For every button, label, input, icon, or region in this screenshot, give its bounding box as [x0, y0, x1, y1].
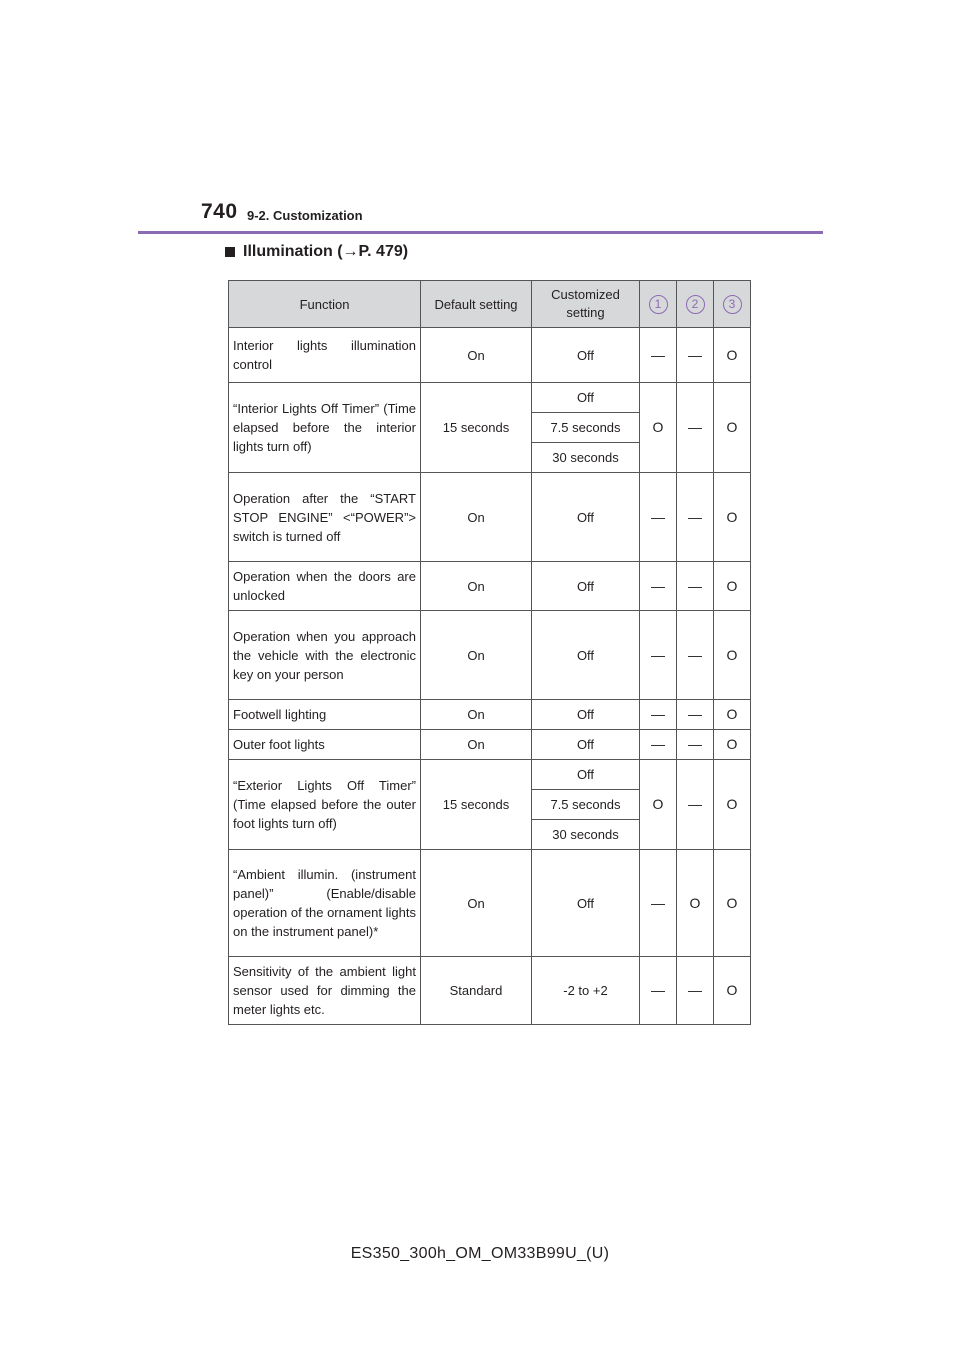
mode-2-cell: —	[677, 328, 714, 383]
default-setting-cell: On	[421, 473, 532, 562]
default-setting-cell: On	[421, 562, 532, 611]
default-setting-cell: 15 seconds	[421, 383, 532, 473]
function-cell: Operation after the “START STOP ENGINE” <“POWER”> switch is turned off	[229, 473, 421, 562]
table-row	[229, 957, 751, 1025]
page-number: 740	[201, 200, 238, 223]
mode-3-cell: O	[714, 850, 751, 957]
mode-2-cell: —	[677, 730, 714, 760]
mode-3-cell: O	[714, 700, 751, 730]
function-cell: Outer foot lights	[229, 730, 421, 760]
bullet-square-icon	[225, 247, 235, 257]
table-row	[229, 760, 751, 790]
table-body	[229, 328, 751, 1025]
mode-1-cell: —	[640, 850, 677, 957]
customized-setting-cell: -2 to +2	[532, 957, 640, 1025]
circled-3-icon: 3	[723, 295, 742, 314]
header-rule	[138, 231, 823, 234]
section-title: 9-2. Customization	[247, 208, 363, 223]
mode-3-cell: O	[714, 562, 751, 611]
table-row	[229, 383, 751, 413]
mode-2-cell: —	[677, 383, 714, 473]
default-setting-cell: On	[421, 700, 532, 730]
customized-setting-cell: Off	[532, 760, 640, 790]
mode-2-cell: —	[677, 473, 714, 562]
customized-setting-cell: Off	[532, 730, 640, 760]
default-setting-cell: 15 seconds	[421, 760, 532, 850]
table-row	[229, 700, 751, 730]
function-cell: Operation when the doors are unlocked	[229, 562, 421, 611]
mode-1-cell: O	[640, 760, 677, 850]
function-cell: Sensitivity of the ambient light sensor used for dimming the meter lights etc.	[229, 957, 421, 1025]
header-function: Function	[229, 281, 421, 328]
mode-3-cell: O	[714, 328, 751, 383]
header-customized: Customized setting	[532, 281, 640, 328]
footer-code: ES350_300h_OM_OM33B99U_(U)	[350, 1245, 610, 1262]
mode-1-cell: —	[640, 562, 677, 611]
mode-3-cell: O	[714, 473, 751, 562]
customized-setting-cell: Off	[532, 383, 640, 413]
circled-2-icon: 2	[686, 295, 705, 314]
mode-3-cell: O	[714, 760, 751, 850]
default-setting-cell: On	[421, 328, 532, 383]
header-col1	[640, 281, 677, 328]
mode-2-cell: —	[677, 760, 714, 850]
table-row	[229, 611, 751, 700]
default-setting-cell: On	[421, 730, 532, 760]
table-row	[229, 473, 751, 562]
header-col2	[677, 281, 714, 328]
function-cell: Interior lights illumination control	[229, 328, 421, 383]
table-row	[229, 562, 751, 611]
circled-1-icon: 1	[649, 295, 668, 314]
mode-3-cell: O	[714, 383, 751, 473]
customized-setting-cell: Off	[532, 328, 640, 383]
mode-1-cell: —	[640, 611, 677, 700]
customization-table	[228, 280, 751, 1025]
table-row	[229, 850, 751, 957]
function-cell: “Exterior Lights Off Timer” (Time elapsed before the outer foot lights turn off)	[229, 760, 421, 850]
mode-3-cell: O	[714, 611, 751, 700]
mode-2-cell: O	[677, 850, 714, 957]
subheading-text: Illumination (→P. 479)	[243, 243, 409, 260]
mode-1-cell: O	[640, 383, 677, 473]
customized-setting-cell: 7.5 seconds	[532, 790, 640, 820]
mode-1-cell: —	[640, 957, 677, 1025]
mode-1-cell: —	[640, 473, 677, 562]
function-cell: “Ambient illumin. (instrument panel)” (Enable/disable operation of the ornament lights on the instrument panel)*	[229, 850, 421, 957]
mode-2-cell: —	[677, 957, 714, 1025]
table-row	[229, 730, 751, 760]
table-row	[229, 328, 751, 383]
mode-1-cell: —	[640, 700, 677, 730]
customized-setting-cell: 30 seconds	[532, 820, 640, 850]
header-default: Default setting	[421, 281, 532, 328]
customized-setting-cell: Off	[532, 473, 640, 562]
customized-setting-cell: 7.5 seconds	[532, 413, 640, 443]
mode-3-cell: O	[714, 957, 751, 1025]
mode-1-cell: —	[640, 328, 677, 383]
mode-2-cell: —	[677, 562, 714, 611]
customized-setting-cell: Off	[532, 850, 640, 957]
default-setting-cell: On	[421, 850, 532, 957]
customized-setting-cell: 30 seconds	[532, 443, 640, 473]
table-header-row	[229, 281, 751, 328]
customized-setting-cell: Off	[532, 562, 640, 611]
customized-setting-cell: Off	[532, 611, 640, 700]
function-cell: Footwell lighting	[229, 700, 421, 730]
default-setting-cell: Standard	[421, 957, 532, 1025]
header-col3	[714, 281, 751, 328]
mode-2-cell: —	[677, 611, 714, 700]
function-cell: “Interior Lights Off Timer” (Time elapsed before the interior lights turn off)	[229, 383, 421, 473]
subheading	[225, 243, 408, 261]
mode-3-cell: O	[714, 730, 751, 760]
default-setting-cell: On	[421, 611, 532, 700]
mode-1-cell: —	[640, 730, 677, 760]
mode-2-cell: —	[677, 700, 714, 730]
function-cell: Operation when you approach the vehicle with the electronic key on your person	[229, 611, 421, 700]
customized-setting-cell: Off	[532, 700, 640, 730]
